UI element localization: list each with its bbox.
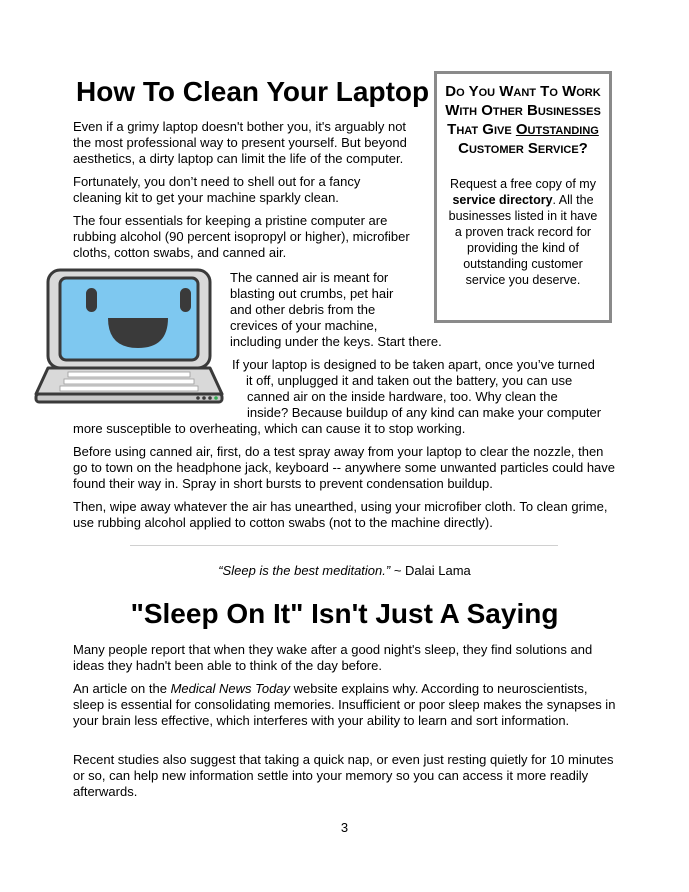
article-title-laptop: How To Clean Your Laptop	[76, 76, 430, 107]
article-title-sleep: "Sleep On It" Isn't Just A Saying	[130, 598, 559, 629]
paragraph-test-spray: Before using canned air, first, do a test spray away from your laptop to clear the nozzle, then go to town on the headphone jack, keyboard -- anywhere some unwanted particles could have found their way in. Spray in short bursts to prevent condensation buildup.	[73, 444, 616, 491]
paragraph-intro: Even if a grimy laptop doesn't bother you, it's arguably not the most professional way to present yourself. But beyond aesthetics, a dirty laptop can limit the life of the computer.	[73, 119, 407, 166]
canned-air-line-1: The canned air is meant for	[230, 270, 389, 285]
disassembly-line-4: inside? Because buildup of any kind can make your computer	[247, 405, 602, 420]
smiling-laptop-illustration	[34, 268, 224, 408]
quote: “Sleep is the best meditation.” ~ Dalai Lama	[218, 563, 471, 578]
disassembly-line-2: it off, unplugged it and taken out the battery, you can use	[246, 373, 573, 388]
disassembly-line-5: more susceptible to overheating, which can cause it to stop working.	[73, 421, 466, 436]
canned-air-line-3: and other debris from the	[230, 302, 376, 317]
callout-heading: Do You Want To Work With Other Businesses That Give Outstanding Customer Service?	[445, 83, 601, 157]
canned-air-line-4: crevices of your machine,	[230, 318, 378, 333]
paragraph-nap-studies: Recent studies also suggest that taking a quick nap, or even just resting quietly for 10 minutes or so, can help new information settle into your memory so you can access it more readily afterwards.	[73, 752, 614, 799]
paragraph-sleep-intro: Many people report that when they wake after a good night's sleep, they find solutions and ideas they hadn't been able to think of the day before.	[73, 642, 593, 673]
paragraph-medical-news: An article on the Medical News Today website explains why. According to neuroscientists, sleep is essential for consolidating memories. Insufficient or poor sleep makes the synapses in your brain less effective, which interferes with your ability to learn and sort information.	[73, 681, 616, 728]
disassembly-line-1: If your laptop is designed to be taken apart, once you’ve turned	[232, 357, 595, 372]
canned-air-line-2: blasting out crumbs, pet hair	[230, 286, 394, 301]
section-divider	[130, 545, 558, 546]
paragraph-essentials: The four essentials for keeping a pristine computer are rubbing alcohol (90 percent isopropyl or higher), microfiber cloths, cotton swabs, and canned air.	[73, 213, 410, 260]
paragraph-wipe-away: Then, wipe away whatever the air has unearthed, using your microfiber cloth. To clean grime, use rubbing alcohol applied to cotton swabs (not to the machine directly).	[73, 499, 608, 530]
service-directory-callout	[434, 71, 612, 323]
callout-body: Request a free copy of my service directory. All the businesses listed in it have a proven track record for providing the kind of outstanding customer service you deserve.	[448, 177, 598, 287]
page-number: 3	[340, 820, 349, 835]
canned-air-line-5: including under the keys. Start there.	[230, 334, 442, 349]
paragraph-fortunately: Fortunately, you don’t need to shell out for a fancy cleaning kit to get your machine sparkly clean.	[73, 174, 361, 205]
disassembly-line-3: canned air on the inside hardware, too. Why clean the	[247, 389, 558, 404]
